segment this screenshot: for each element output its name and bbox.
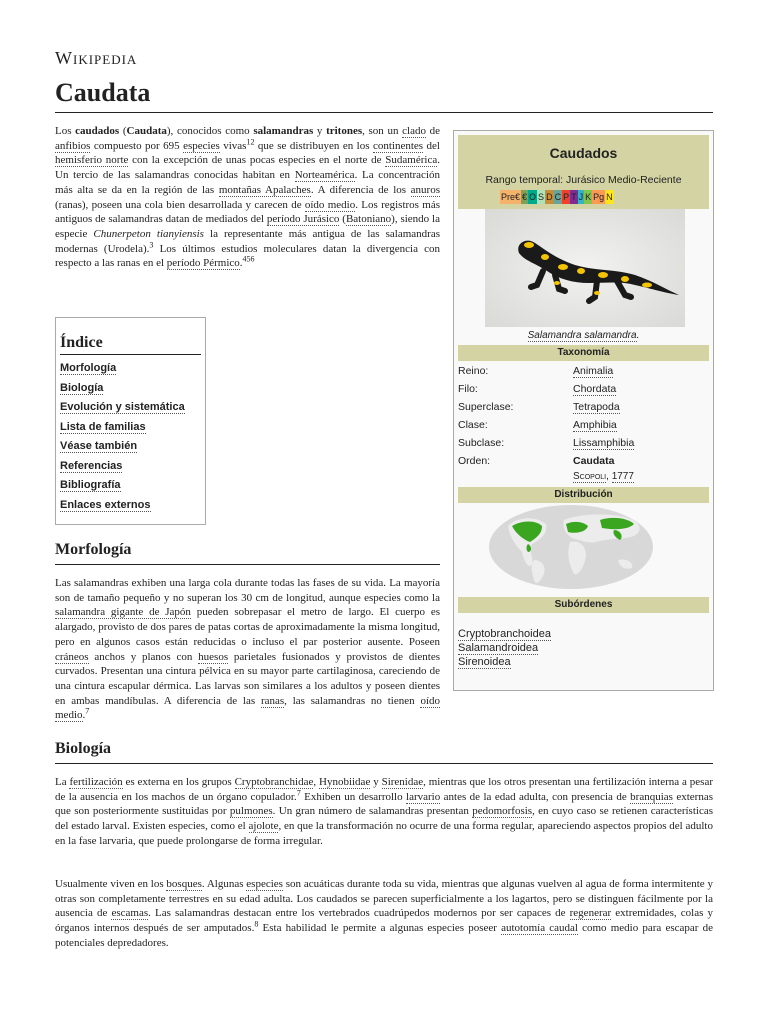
- inline-link[interactable]: oído medio: [304, 198, 356, 211]
- intro-paragraph: Los caudados (Caudata), conocidos como salamandras y tritones, son un clado de anfibios compuesto por 695 especies vivas$^{12}$ que se distribuyen en los continentes del hemisferio norte con la excepción de unas pocas especies en el norte de Sudamérica. Un tercio de las salamandras conocidas habitan en Norteamérica. La concentración más alta se da en la región de las montañas Apalaches. A diferencia de los anuros (ranas), poseen una cola bien desarrollada y carecen de oído medio. Los registros más antiguos de salamandras datan de mediados del período Jurásico (Batoniano), siendo la especie Chunerpeton tianyiensis la representante más antigua de las salamandras modernas (Urodela).$^3$ Los últimos estudios moleculares datan la divergencia con respecto a las ranas en el período Pérmico.$^{456}$: [55, 125, 441, 270]
- taxon-link[interactable]: Chordata: [573, 383, 617, 395]
- rank-label: Filo:: [458, 383, 478, 395]
- inline-link[interactable]: Norteamérica: [294, 169, 355, 182]
- rank-label: Subclase:: [458, 437, 505, 449]
- suborders-header: Subórdenes: [458, 597, 709, 613]
- toc-item-biologia[interactable]: Biología: [60, 381, 104, 394]
- inline-link[interactable]: especies: [183, 139, 220, 152]
- reference-marker[interactable]: 6: [250, 254, 255, 264]
- inline-link[interactable]: oído medio: [55, 694, 440, 722]
- inline-link[interactable]: Hynobiidae: [319, 776, 371, 788]
- toc-item-enlaces[interactable]: Enlaces externos: [60, 498, 151, 511]
- reference-marker[interactable]: 8: [254, 919, 259, 929]
- toc-item-vease[interactable]: Véase también: [60, 440, 138, 452]
- inline-link[interactable]: Cryptobranchidae: [234, 776, 314, 788]
- inline-link[interactable]: autotomía caudal: [501, 922, 578, 935]
- inline-link[interactable]: bosques: [166, 878, 202, 890]
- taxonomy-header: Taxonomía: [458, 345, 709, 361]
- timeline-period-4[interactable]: D: [546, 192, 553, 202]
- timeline-period-9[interactable]: K: [585, 192, 592, 202]
- timeline-period-11[interactable]: N: [606, 192, 613, 202]
- timeline-period-0[interactable]: Pre€: [501, 192, 521, 202]
- toc-item-bibliografia[interactable]: Bibliografía: [60, 479, 121, 491]
- suborder-item[interactable]: Cryptobranchoidea: [458, 628, 551, 640]
- inline-link[interactable]: branquias: [630, 790, 673, 803]
- timeline-period-10[interactable]: Pg: [593, 192, 605, 202]
- toc-item-referencias[interactable]: Referencias: [60, 459, 123, 472]
- inline-link[interactable]: Sirenidae: [381, 776, 424, 788]
- toc-item-evolucion[interactable]: Evolución y sistemática: [60, 401, 185, 413]
- inline-link[interactable]: huesos: [198, 650, 229, 663]
- taxon-link[interactable]: Tetrapoda: [573, 401, 620, 413]
- inline-link[interactable]: anfibios: [55, 139, 91, 152]
- taxobox-title: Caudados: [458, 135, 709, 171]
- inline-link[interactable]: continentes: [372, 139, 424, 152]
- temporal-range-label: Rango temporal: Jurásico Medio-Reciente: [485, 174, 682, 186]
- title-underline: [55, 112, 713, 113]
- timeline-period-2[interactable]: O: [529, 192, 537, 202]
- timeline-period-8[interactable]: J: [578, 192, 584, 202]
- section-heading-biologia: Biología: [55, 740, 112, 757]
- authority-year-link[interactable]: 1777: [611, 471, 634, 482]
- timeline-period-6[interactable]: P: [563, 192, 570, 202]
- distribution-map[interactable]: [488, 504, 654, 590]
- world-map-image: [488, 504, 654, 590]
- inline-link[interactable]: escamas: [111, 907, 149, 920]
- reference-marker[interactable]: 4: [242, 254, 247, 264]
- reference-marker[interactable]: 7: [296, 788, 301, 798]
- inline-link[interactable]: especies: [246, 878, 283, 890]
- taxon-link[interactable]: Amphibia: [573, 419, 617, 431]
- inline-link[interactable]: fertilización: [69, 776, 123, 788]
- reference-marker[interactable]: 1: [246, 137, 251, 147]
- reference-marker[interactable]: 7: [85, 706, 90, 716]
- inline-link[interactable]: montañas Apalaches: [218, 183, 311, 196]
- authority-link[interactable]: Scopoli: [573, 471, 607, 482]
- salamander-image: [485, 209, 685, 327]
- inline-link[interactable]: período Jurásico: [266, 213, 340, 226]
- geologic-timeline-bar[interactable]: [500, 190, 614, 204]
- inline-link[interactable]: ranas: [260, 694, 285, 707]
- rank-label: Reino:: [458, 365, 489, 377]
- rank-label: Orden:: [458, 455, 491, 467]
- inline-link[interactable]: clado: [402, 125, 426, 137]
- distribution-header: Distribución: [458, 487, 709, 503]
- photo-caption: Salamandra salamandra.: [527, 330, 640, 341]
- toc-title: Índice: [60, 334, 201, 355]
- biologia-paragraph-2: Usualmente viven en los bosques. Algunas especies son acuáticas durante toda su vida, mientras que algunas vuelven al agua de forma intermitente y otras son completamente terrestres en su edad adulta. Los caudados se parecen superficialmente a los lagartos, pero se distinguen fácilmente por la ausencia de escamas. Las salamandras destacan entre los vertebrados cuadrúpedos modernos por ser capaces de regenerar extremidades, colas y órganos internos después de ser amputados.$^8$ Esta habilidad le permite a algunas especies poseer autotomía caudal como medio para escapar de potenciales depredadores.: [55, 878, 714, 949]
- temporal-range: [458, 171, 709, 209]
- taxobox: Caudados Rango temporal: Jurásico Medio-Reciente Pre€ € O S D C P T J K Pg N Salamandra salamandra. Taxonomía Reino: Animalia Filo: Chordata Superclase: Tetrapoda Clase: Amphibia Subclase: Lissamphibia Orden: Caudata Scopoli, 1777 Distribución Subórdenes Cryptobranchoidea Salamandroidea Sirenoidea: [453, 130, 714, 691]
- inline-link[interactable]: anuros: [410, 183, 440, 196]
- salamander-photo[interactable]: [485, 209, 685, 327]
- table-of-contents: [55, 317, 206, 525]
- rank-label: Superclase:: [458, 401, 514, 413]
- timeline-period-5[interactable]: C: [554, 192, 562, 202]
- inline-link[interactable]: período Pérmico: [166, 257, 240, 270]
- section-rule: [55, 564, 440, 565]
- reference-marker[interactable]: 2: [250, 137, 255, 147]
- inline-link[interactable]: pedomorfosis: [472, 805, 533, 818]
- section-heading-morfologia: Morfología: [55, 541, 132, 558]
- suborder-item[interactable]: Sirenoidea: [458, 656, 511, 668]
- biologia-paragraph-1: La fertilización es externa en los grupos Cryptobranchidae, Hynobiidae y Sirenidae, mientras que los otros presentan una fertilización interna a pesar de la ausencia en los machos de un órgano copulador.$^7$ Exhiben un desarrollo larvario antes de la edad adulta, con presencia de branquias externas que son posteriormente sustituidas por pulmones. Un gran número de salamandras presentan pedomorfosis, en cuyo caso se retienen características del estado larval. Existen especies, como el ajolote, en que la transformación no ocurre de una forma regular, apareciendo aspectos propios del adulto en la fase larvaria, que puede prolongarse de forma irregular.: [55, 776, 713, 847]
- inline-link[interactable]: hemisferio norte: [55, 154, 129, 167]
- inline-link[interactable]: ajolote: [248, 820, 279, 833]
- inline-link[interactable]: cráneos: [55, 650, 89, 663]
- morfologia-paragraph: Las salamandras exhiben una larga cola durante todas las fases de su vida. La mayoría son de tamaño pequeño y no superan los 30 cm de longitud, aunque especies como la salamandra gigante de Japón pueden sobrepasar el metro de largo. El cuerpo es alargado, provisto de dos pares de patas cortas de aproximadamente la misma longitud, pero en algunos casos están reducidas o incluso el par posterior ausente. Poseen cráneos anchos y planos con huesos parietales fusionados y provistos de dientes curvados. Presentan una cintura pélvica en su mayor parte cartilaginosa, careciendo de una cintura escapular dérmica. Las larvas son similares a los adultos y poseen dientes en ambas mandíbulas. A diferencia de las ranas, las salamandras no tienen oído medio.$^7$: [55, 577, 441, 722]
- section-rule: [55, 763, 713, 764]
- caption-link[interactable]: Salamandra salamandra: [527, 330, 637, 341]
- inline-link[interactable]: Sudamérica: [385, 154, 438, 167]
- page-title: Caudata: [55, 78, 151, 107]
- inline-link[interactable]: salamandra gigante de Japón: [55, 606, 191, 619]
- inline-link[interactable]: Batoniano: [345, 213, 392, 226]
- suborder-item[interactable]: Salamandroidea: [458, 642, 539, 654]
- timeline-period-1[interactable]: €: [522, 192, 528, 202]
- toc-item-familias[interactable]: Lista de familias: [60, 420, 146, 433]
- taxon-name: Caudata: [573, 455, 615, 467]
- inline-link[interactable]: larvario: [406, 790, 441, 803]
- wikipedia-logo[interactable]: Wikipedia: [55, 48, 138, 68]
- rank-label: Clase:: [458, 419, 488, 431]
- timeline-period-3[interactable]: S: [538, 192, 545, 202]
- inline-link[interactable]: regenerar: [569, 907, 612, 920]
- timeline-period-7[interactable]: T: [571, 192, 577, 202]
- taxon-link[interactable]: Animalia: [573, 365, 614, 377]
- reference-marker[interactable]: 3: [149, 239, 154, 249]
- taxon-link[interactable]: Lissamphibia: [573, 437, 635, 449]
- inline-link[interactable]: pulmones: [229, 805, 273, 818]
- toc-item-morfologia[interactable]: Morfología: [60, 362, 117, 374]
- reference-marker[interactable]: 5: [246, 254, 251, 264]
